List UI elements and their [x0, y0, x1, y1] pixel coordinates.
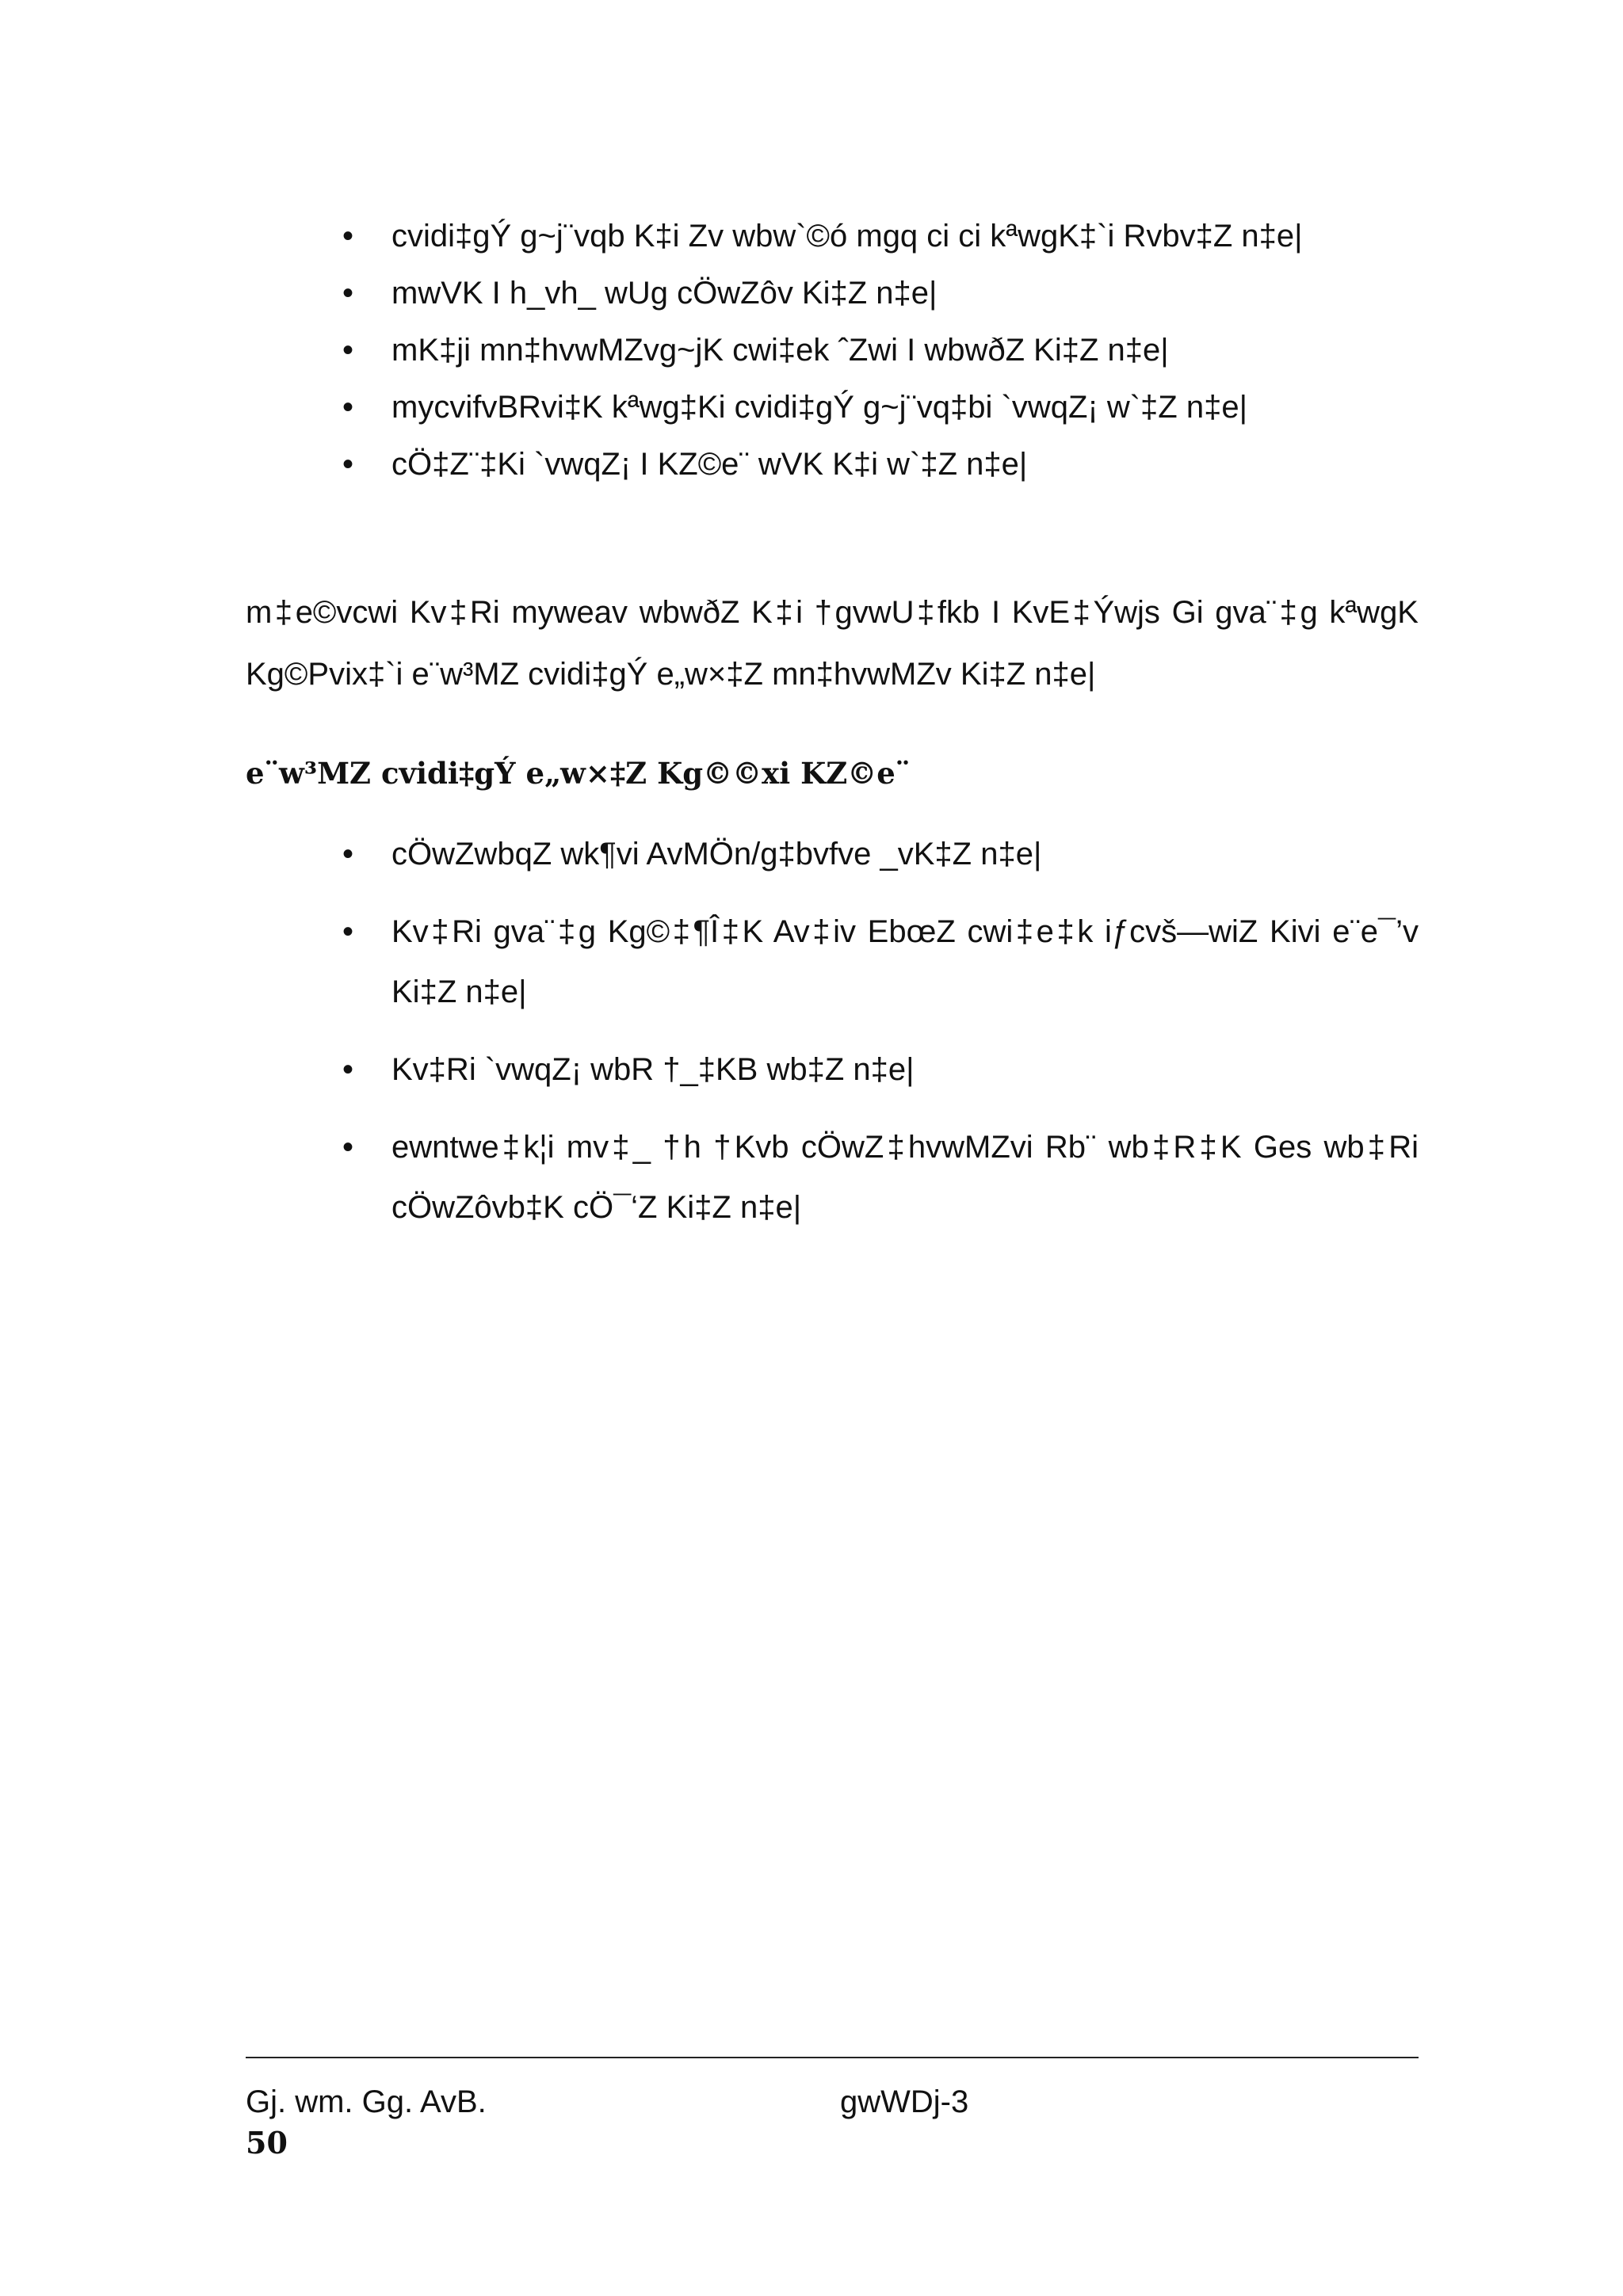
bullet-icon: • — [342, 333, 354, 368]
bullet-icon: • — [342, 1130, 354, 1165]
list-item — [246, 902, 1419, 1022]
section-heading: e¨w³MZ cvidi‡gÝ e„w×‡Z Kg©©xi KZ©e¨ — [246, 756, 911, 791]
list-item — [246, 1117, 1419, 1238]
bullet-icon: • — [342, 447, 354, 482]
footer-left-text: Gj. wm. Gg. AvB. — [246, 2084, 487, 2119]
list-item-text: cÖ‡Z¨‡Ki `vwqZ¡ I KZ©e¨ wVK K‡i w`‡Z n‡e| — [391, 447, 1028, 482]
bullet-icon: • — [342, 219, 354, 254]
list-item-text: cvidi‡gÝ g~j¨vqb K‡i Zv wbw`©ó mgq ci ci kªwgK‡`i Rvbv‡Z n‡e| — [391, 219, 1303, 254]
list-item — [246, 379, 1419, 436]
footer-divider — [246, 2057, 1419, 2058]
page-content — [246, 208, 1419, 1255]
list-item — [246, 436, 1419, 493]
list-item-text: mycvifvBRvi‡K kªwg‡Ki cvidi‡gÝ g~j¨vq‡bi `vwqZ¡ w`‡Z n‡e| — [391, 390, 1247, 425]
list-item — [246, 322, 1419, 379]
list-item-text: mwVK I h_vh_ wUg cÖwZôv Ki‡Z n‡e| — [391, 276, 938, 311]
body-paragraph: m‡e©vcwi Kv‡Ri myweav wbwðZ K‡i †gvwU‡fkb I KvE‡Ýwjs Gi gva¨‡g kªwgK Kg©Pvix‡`i e¨w³MZ cvidi‡gÝ e„w×‡Z mn‡hvwMZv Ki‡Z n‡e| — [246, 595, 1419, 692]
list-item-text: ewntwe‡k¦i mv‡_ †h †Kvb cÖwZ‡hvwMZvi Rb¨ wb‡R‡K Ges wb‡Ri cÖwZôvb‡K cÖ¯‘Z Ki‡Z n‡e| — [391, 1130, 1419, 1225]
list-item — [246, 265, 1419, 322]
list-item — [246, 824, 1419, 884]
bullet-icon: • — [342, 390, 354, 425]
list-item-text: Kv‡Ri gva¨‡g Kg©‡¶Î‡K Av‡iv EbœZ cwi‡e‡k iƒcvš—wiZ Kivi e¨e¯’v Ki‡Z n‡e| — [391, 914, 1419, 1009]
list-item — [246, 1039, 1419, 1100]
bullet-icon: • — [342, 276, 354, 311]
page-number: 50 — [246, 2125, 288, 2161]
bullet-icon: • — [342, 914, 354, 949]
list-item-text: mK‡ji mn‡hvwMZvg~jK cwi‡ek ˆZwi I wbwðZ Ki‡Z n‡e| — [391, 333, 1169, 368]
list-item — [246, 208, 1419, 265]
bullet-list-section — [246, 824, 1419, 1238]
footer-module-label: gwWDj-3 — [840, 2084, 969, 2119]
bullet-icon: • — [342, 1052, 354, 1087]
list-item-text: Kv‡Ri `vwqZ¡ wbR †_‡KB wb‡Z n‡e| — [391, 1052, 915, 1087]
bullet-list-top — [246, 208, 1419, 493]
bullet-icon: • — [342, 837, 354, 871]
list-item-text: cÖwZwbqZ wk¶vi AvMÖn/g‡bvfve _vK‡Z n‡e| — [391, 837, 1042, 871]
